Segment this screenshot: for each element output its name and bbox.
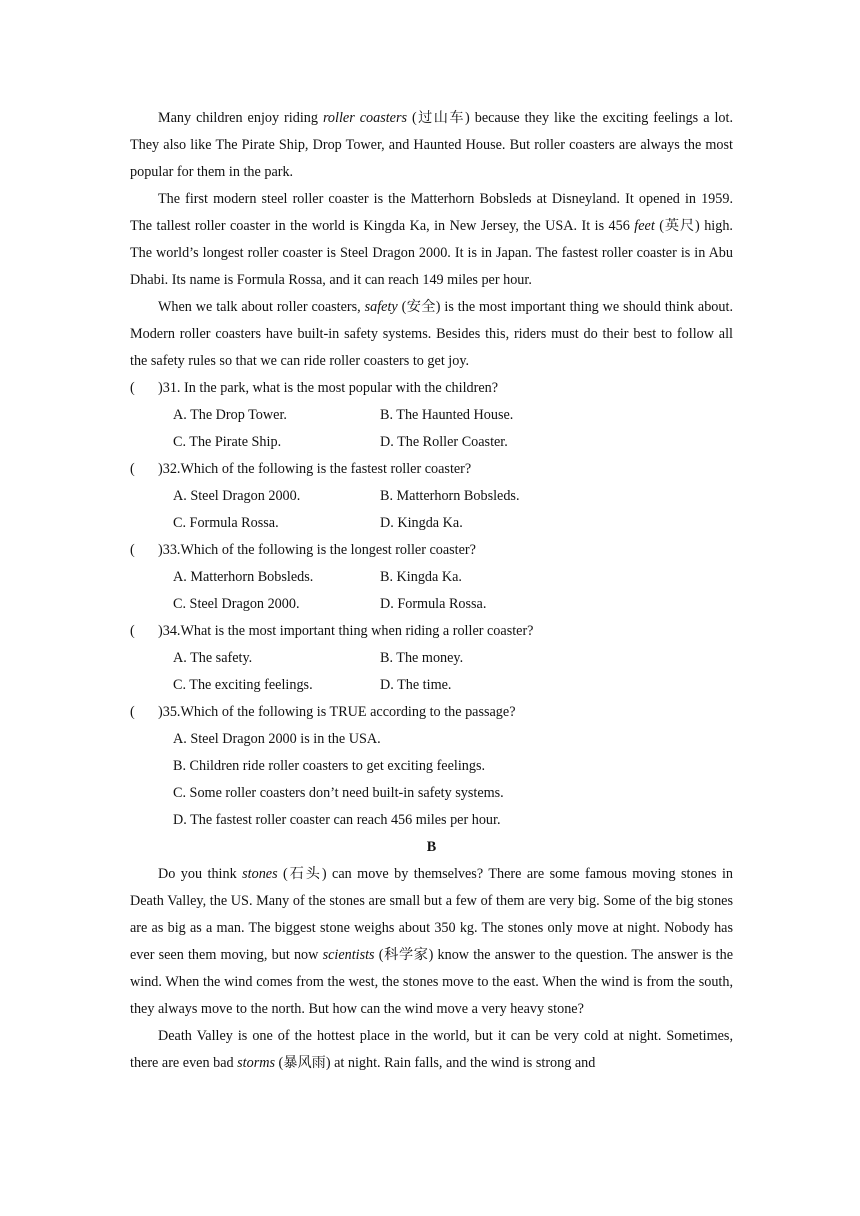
answer-option: A. The Drop Tower.	[173, 407, 287, 423]
text-run: (英尺) high. The world’s longest roller coaster is Steel Dragon 2000. It is in Japan. The fastest roller coaster is in Abu Dhabi. Its name is Formula Rossa, and it can reach 149 miles per hour.	[130, 218, 733, 288]
question-block	[130, 456, 733, 537]
option-row	[130, 564, 733, 591]
italic-term: safety	[364, 299, 398, 315]
answer-option: A. Steel Dragon 2000.	[173, 488, 301, 504]
answer-option: C. The Pirate Ship.	[173, 434, 282, 450]
passage-b-paragraph	[130, 861, 733, 1023]
text-run: Do you think	[158, 866, 243, 882]
answer-option: D. The time.	[380, 677, 452, 693]
answer-option: B. Children ride roller coasters to get exciting feelings.	[173, 758, 486, 774]
question-text: )35.Which of the following is TRUE according to the passage?	[158, 704, 516, 720]
text-run: (暴风雨) at night. Rain falls, and the wind is strong and	[275, 1055, 596, 1071]
text-run: Many children enjoy riding	[158, 110, 323, 126]
question-text: )34.What is the most important thing when riding a roller coaster?	[158, 623, 534, 639]
question-block	[130, 537, 733, 618]
text-run: (石头) can move by themselves? There are some famous moving stones in Death Valley, the US. Many of the stones are small but a few of them are very big. Some of the big stones are as big as a man. The biggest stone weighs about 350 kg. The stones only move at night. Nobody has ever seen them moving, but now	[130, 866, 733, 963]
answer-option: A. Steel Dragon 2000 is in the USA.	[173, 731, 381, 747]
text-run: (安全) is the most important thing we should think about. Modern roller coasters have built-in safety systems. Besides this, riders must do their best to follow all the safety rules so that we can ride roller coasters to get joy.	[130, 299, 733, 369]
answer-option: B. Matterhorn Bobsleds.	[380, 488, 520, 504]
italic-term: feet	[634, 218, 655, 234]
question-stem	[130, 618, 733, 645]
answer-option: C. Formula Rossa.	[173, 515, 279, 531]
passage-a	[130, 105, 733, 375]
italic-term: roller coasters	[322, 110, 407, 126]
answer-option: C. Steel Dragon 2000.	[173, 596, 300, 612]
answer-option: B. The money.	[380, 650, 464, 666]
option-row	[130, 672, 733, 699]
passage-b	[130, 861, 733, 1077]
answer-blank: (	[130, 461, 135, 477]
option-row	[130, 591, 733, 618]
option-row	[130, 429, 733, 456]
passage-a-paragraph	[130, 105, 733, 186]
question-stem	[130, 456, 733, 483]
italic-term: stones	[242, 866, 278, 882]
answer-option: D. Formula Rossa.	[380, 596, 487, 612]
passage-a-paragraph	[130, 294, 733, 375]
page-content	[130, 105, 733, 1077]
question-list	[130, 375, 733, 834]
italic-term: scientists	[322, 947, 375, 963]
italic-term: storms	[237, 1055, 275, 1071]
text-run: Death Valley is one of the hottest place in the world, but it can be very cold at night. Sometimes, there are even bad	[130, 1028, 733, 1071]
question-text: )33.Which of the following is the longest roller coaster?	[158, 542, 476, 558]
answer-option: A. The safety.	[173, 650, 253, 666]
answer-blank: (	[130, 380, 135, 396]
answer-blank: (	[130, 704, 135, 720]
option-row	[130, 510, 733, 537]
option-row	[130, 402, 733, 429]
answer-option: B. Kingda Ka.	[380, 569, 462, 585]
question-text: )32.Which of the following is the fastest roller coaster?	[158, 461, 472, 477]
passage-b-paragraph	[130, 1023, 733, 1077]
question-stem	[130, 375, 733, 402]
question-block	[130, 375, 733, 456]
answer-option: C. Some roller coasters don’t need built-in safety systems.	[173, 785, 504, 801]
option-row	[130, 483, 733, 510]
answer-blank: (	[130, 623, 135, 639]
answer-blank: (	[130, 542, 135, 558]
passage-a-paragraph	[130, 186, 733, 294]
question-block	[130, 699, 733, 834]
text-run: (科学家) know the answer to the question. The answer is the wind. When the wind comes from the west, the stones move to the east. When the wind is from the south, they always move to the north. But how can the wind move a very heavy stone?	[130, 947, 733, 1017]
option-row	[130, 645, 733, 672]
answer-option: A. Matterhorn Bobsleds.	[173, 569, 314, 585]
section-title-b: B	[426, 839, 437, 855]
question-text: )31. In the park, what is the most popular with the children?	[158, 380, 499, 396]
question-block	[130, 618, 733, 699]
question-stem	[130, 699, 733, 726]
text-run: (过山车) because they like the exciting feelings a lot. They also like The Pirate Ship, Drop Tower, and Haunted House. But roller coasters are always the most popular for them in the park.	[130, 110, 733, 180]
answer-option: B. The Haunted House.	[380, 407, 514, 423]
answer-option: D. The Roller Coaster.	[380, 434, 508, 450]
answer-option: D. Kingda Ka.	[380, 515, 463, 531]
text-run: When we talk about roller coasters,	[158, 299, 365, 315]
text-run: The first modern steel roller coaster is the Matterhorn Bobsleds at Disneyland. It opened in 1959. The tallest roller coaster in the world is Kingda Ka, in New Jersey, the USA. It is 456	[130, 191, 733, 234]
answer-option: C. The exciting feelings.	[173, 677, 313, 693]
answer-option: D. The fastest roller coaster can reach 456 miles per hour.	[173, 812, 501, 828]
question-stem	[130, 537, 733, 564]
